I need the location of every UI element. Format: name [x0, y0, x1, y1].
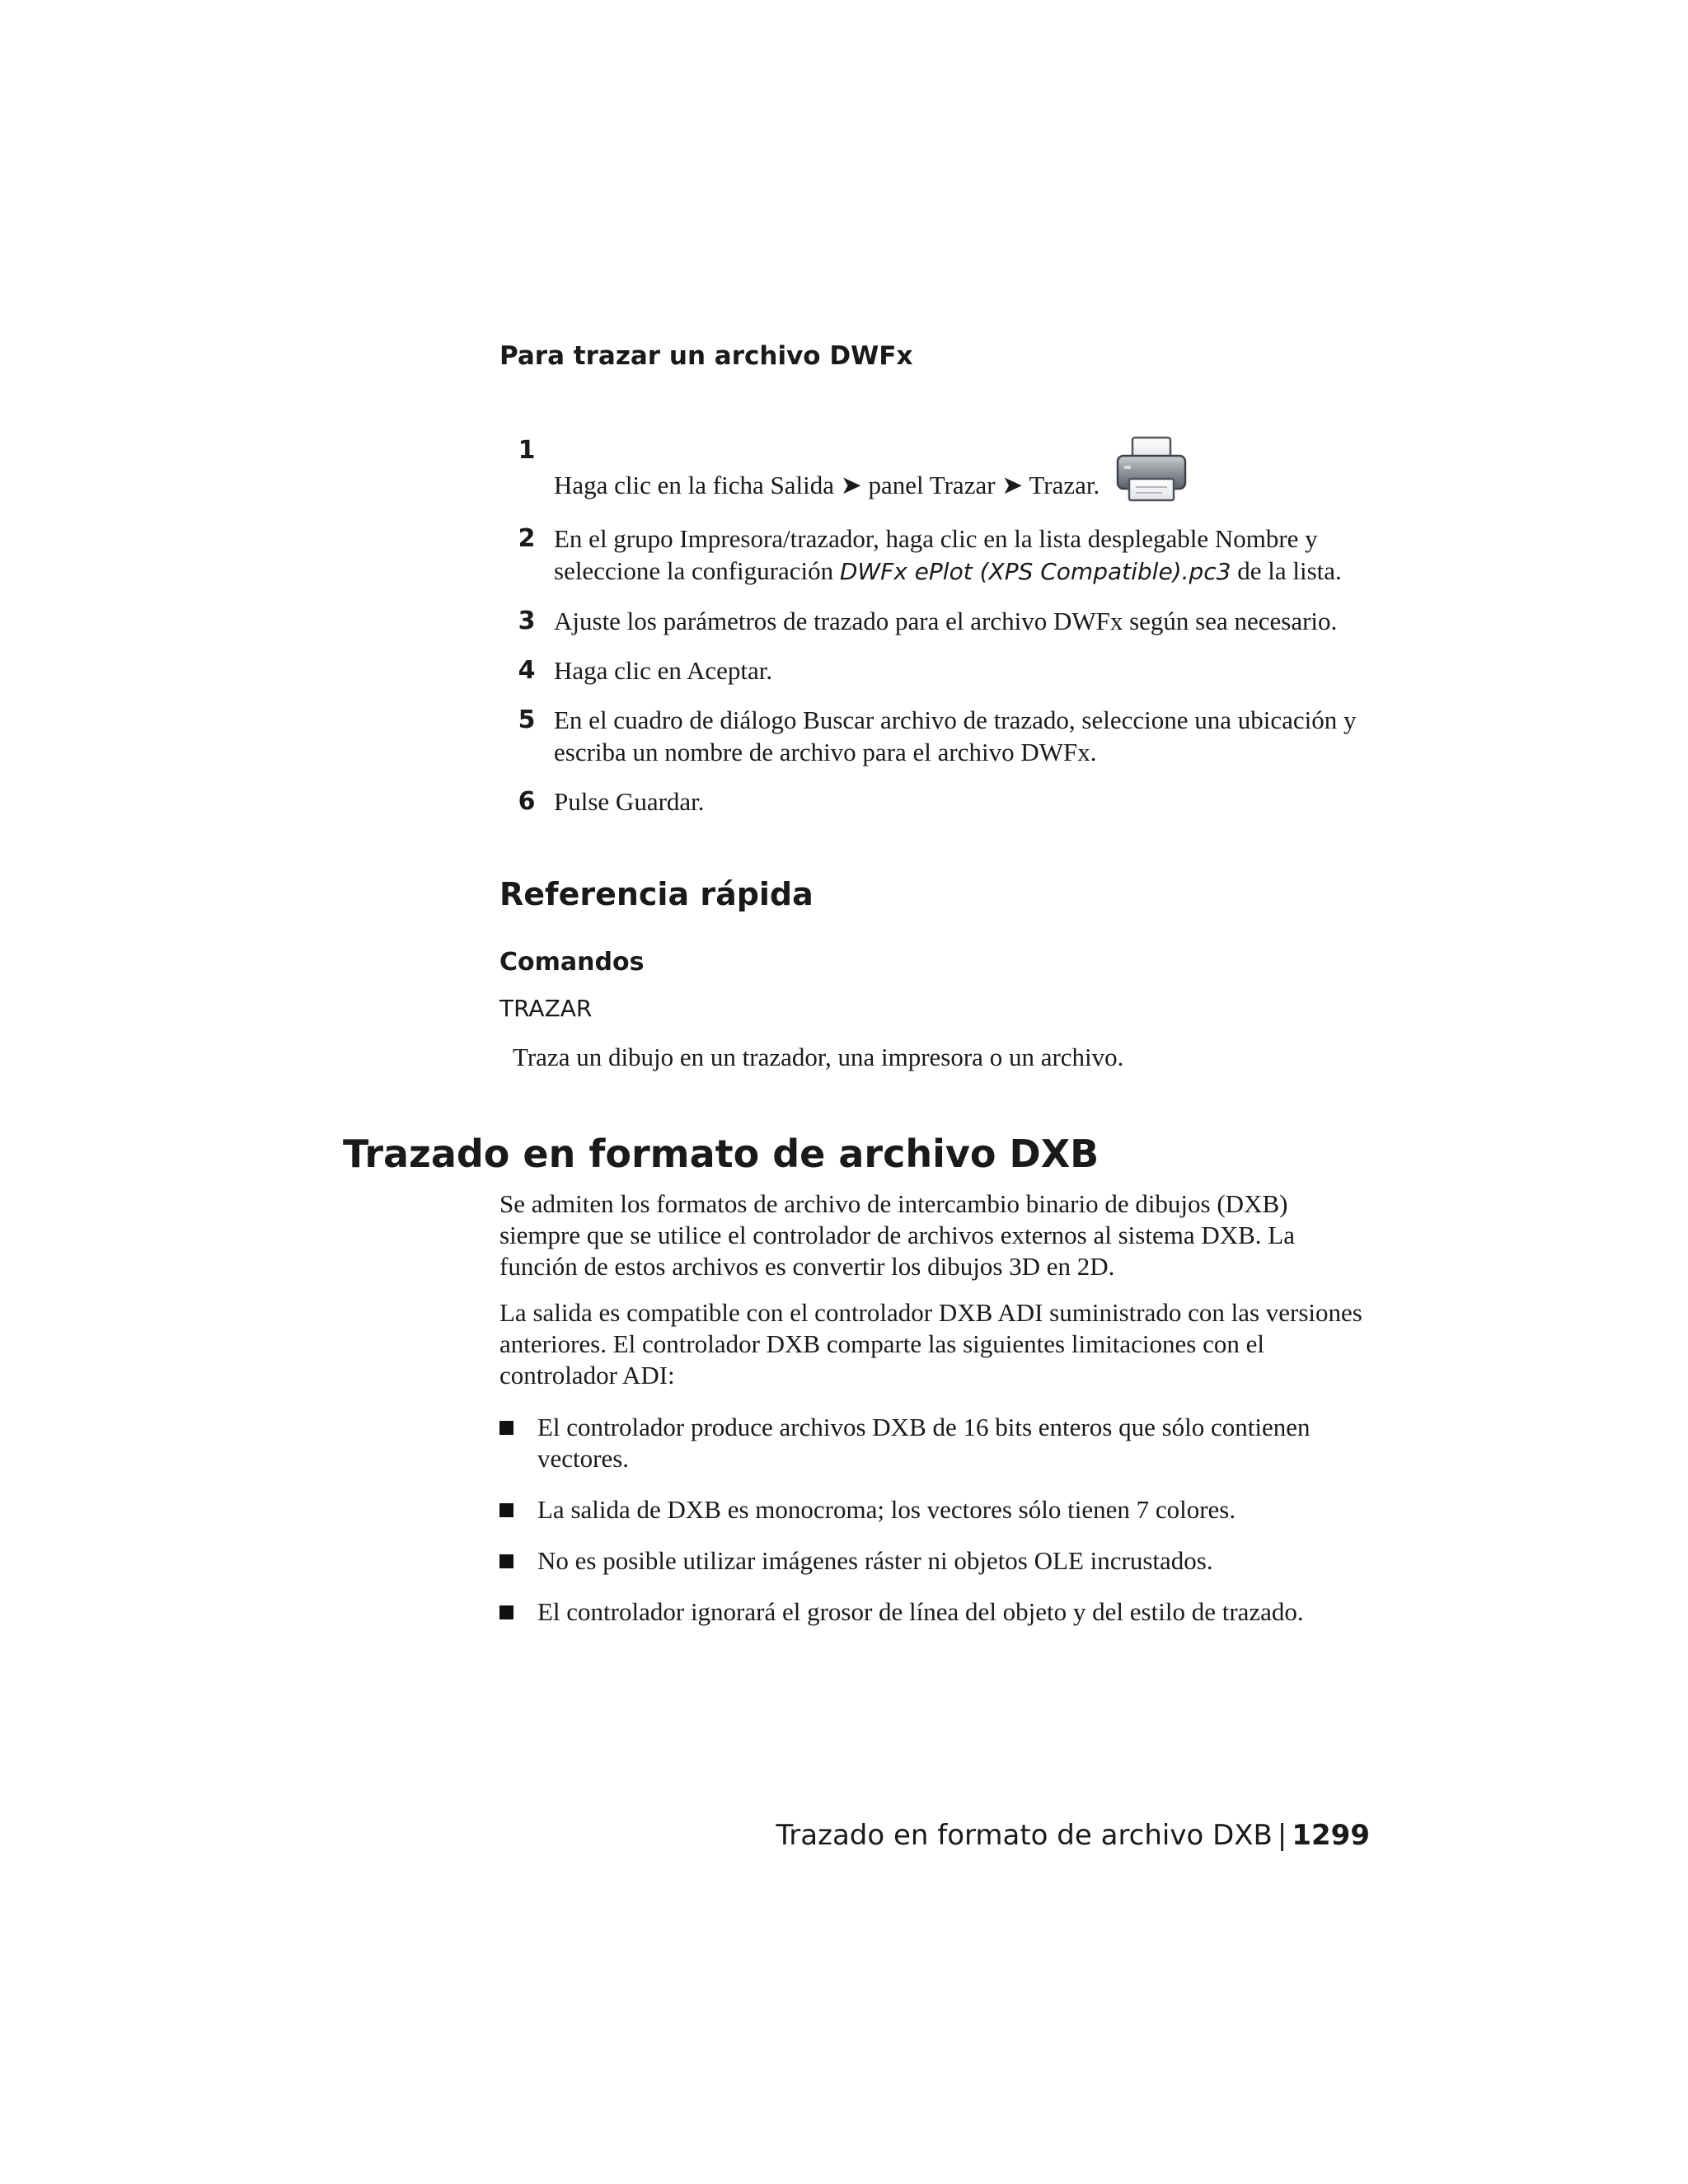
printer-icon	[1114, 434, 1189, 505]
page-footer	[776, 1819, 1370, 1852]
square-bullet-icon	[499, 1494, 537, 1526]
command-description: Traza un dibujo en un trazador, una impresora o un archivo.	[513, 1043, 1124, 1071]
footer-separator: |	[1277, 1819, 1287, 1852]
page-number: 1299	[1292, 1819, 1370, 1852]
step-text: En el grupo Impresora/trazador, haga clic en la lista desplegable Nombre y seleccione la configuración	[554, 524, 1318, 585]
procedure-title: Para trazar un archivo DWFx	[499, 341, 913, 371]
list-item: El controlador produce archivos DXB de 16 bits enteros que sólo contienen vectores.	[499, 1412, 1373, 1474]
step-number: 3	[518, 607, 536, 635]
step-number: 1	[518, 436, 536, 465]
step-number: 6	[518, 787, 536, 816]
limitations-list	[499, 1412, 1373, 1647]
step-text-end: de la lista.	[1231, 556, 1342, 585]
square-bullet-icon	[499, 1412, 537, 1474]
section-paragraph-1: Se admiten los formatos de archivo de intercambio binario de dibujos (DXB) siempre que se utilice el controlador de archivos externos al sistema DXB. La función de estos archivos es convertir los dibujos 3D en 2D.	[499, 1189, 1295, 1281]
step-1	[499, 434, 1373, 505]
step-number: 2	[518, 524, 536, 553]
step-text: Haga clic en Aceptar.	[554, 656, 773, 685]
step-3	[499, 605, 1373, 637]
section-heading: Trazado en formato de archivo DXB	[343, 1132, 1100, 1176]
quick-reference-heading: Referencia rápida	[499, 876, 814, 912]
step-text: En el cuadro de diálogo Buscar archivo de trazado, seleccione una ubicación y escriba un nombre de archivo para el archivo DWFx.	[554, 705, 1357, 766]
section-paragraph-2: La salida es compatible con el controlador DXB ADI suministrado con las versiones anteriores. El controlador DXB comparte las siguientes limitaciones con el controlador ADI:	[499, 1298, 1362, 1390]
command-name: TRAZAR	[499, 995, 593, 1022]
step-number: 5	[518, 705, 536, 734]
step-text: Pulse Guardar.	[554, 787, 705, 816]
step-text: Haga clic en la ficha Salida ➤ panel Trazar ➤ Trazar.	[554, 471, 1100, 499]
config-file-name: DWFx ePlot (XPS Compatible).pc3	[839, 558, 1231, 585]
list-item: No es posible utilizar imágenes ráster ni objetos OLE incrustados.	[499, 1545, 1373, 1577]
step-6	[499, 785, 1373, 818]
list-item: La salida de DXB es monocroma; los vectores sólo tienen 7 colores.	[499, 1494, 1373, 1526]
running-title: Trazado en formato de archivo DXB	[776, 1819, 1273, 1852]
square-bullet-icon	[499, 1596, 537, 1628]
step-text: Ajuste los parámetros de trazado para el archivo DWFx según sea necesario.	[554, 607, 1338, 635]
square-bullet-icon	[499, 1545, 537, 1577]
list-item: El controlador ignorará el grosor de línea del objeto y del estilo de trazado.	[499, 1596, 1373, 1628]
step-4	[499, 654, 1373, 687]
step-2	[499, 523, 1373, 588]
step-number: 4	[518, 656, 536, 685]
commands-heading: Comandos	[499, 948, 645, 977]
step-5	[499, 704, 1373, 768]
procedure-steps	[499, 434, 1373, 835]
